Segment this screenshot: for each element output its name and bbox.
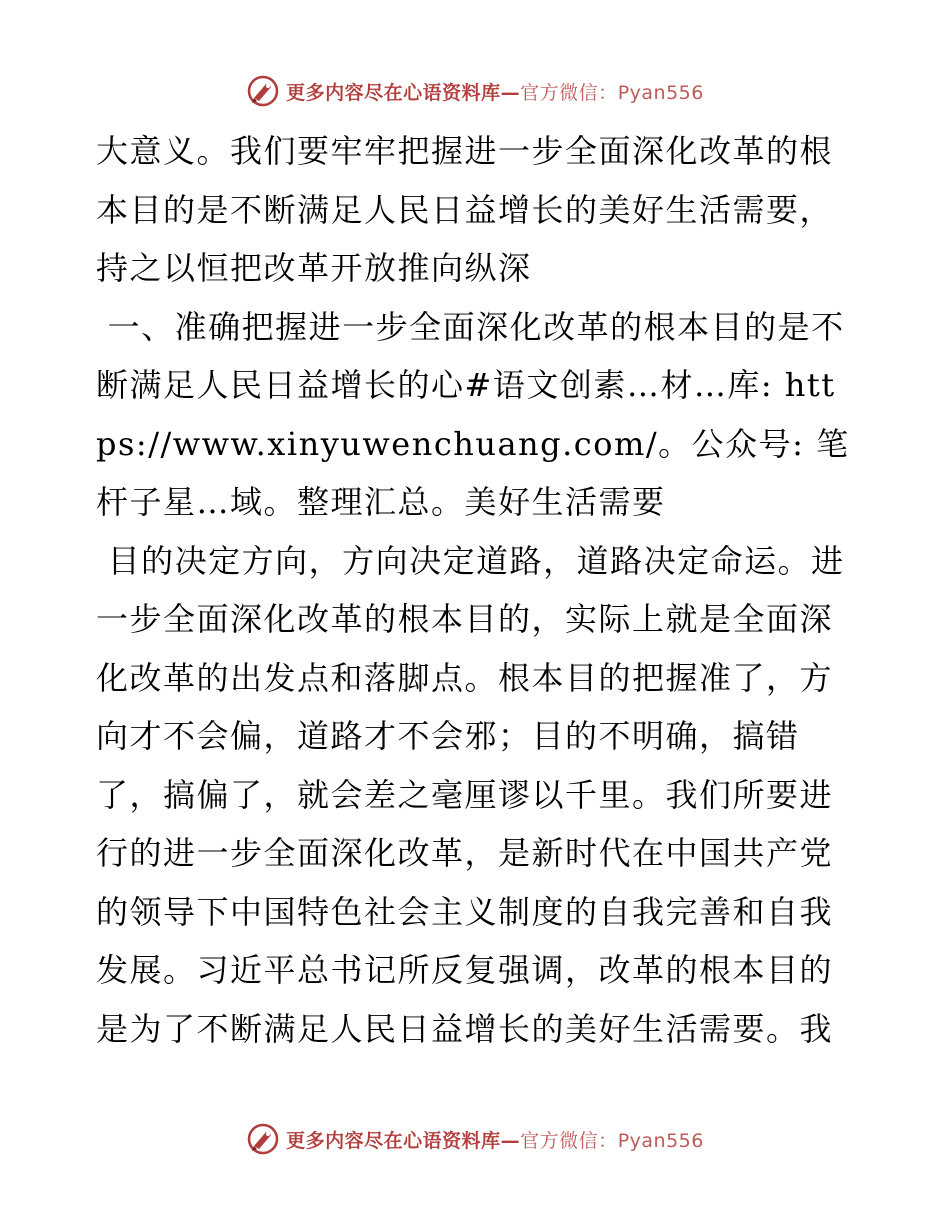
footer-watermark [0,1120,950,1158]
pen-logo-icon [246,74,280,108]
footer-dash: — [500,1129,521,1152]
paragraph-1: 大意义。我们要牢牢把握进一步全面深化改革的根本目的是不断满足人民日益增长的美好生活需要，持之以恒把改革开放推向纵深 [96,132,834,287]
header-dash: — [500,81,521,104]
header-site-text: 更多内容尽在心语资料库 [286,81,501,104]
footer-brand [286,1126,704,1153]
header-brand [286,78,704,105]
footer-site-text: 更多内容尽在心语资料库 [286,1129,501,1152]
paragraph-3: 目的决定方向，方向决定道路，道路决定命运。进一步全面深化改革的根本目的，实际上就是全面深化改革的出发点和落脚点。根本目的把握准了，方向才不会偏，道路才不会邪；目的不明确，搞错了，搞偏了，就会差之毫厘谬以千里。我们所要进行的进一步全面深化改革，是新时代在中国共产党的领导下中国特色社会主义制度的自我完善和自我发展。习近平总书记所反复强调，改革的根本目的是为了不断满足人民日益增长的美好生活需要。我 [96,541,845,1048]
document-body [96,122,856,1058]
header-wechat-id: Pyan556 [617,81,704,104]
header-wechat-label: 官方微信： [520,81,618,104]
footer-wechat-id: Pyan556 [617,1129,704,1152]
paragraph-2: 一、准确把握进一步全面深化改革的根本目的是不断满足人民日益增长的心#语文创素…材…库: https://www.xinyuwenchuang.com/。公众号: 笔杆子星…域。整理汇总。美好生活需要 [96,307,850,521]
pen-logo-icon [246,1122,280,1156]
header-watermark [0,72,950,110]
footer-wechat-label: 官方微信： [520,1129,618,1152]
